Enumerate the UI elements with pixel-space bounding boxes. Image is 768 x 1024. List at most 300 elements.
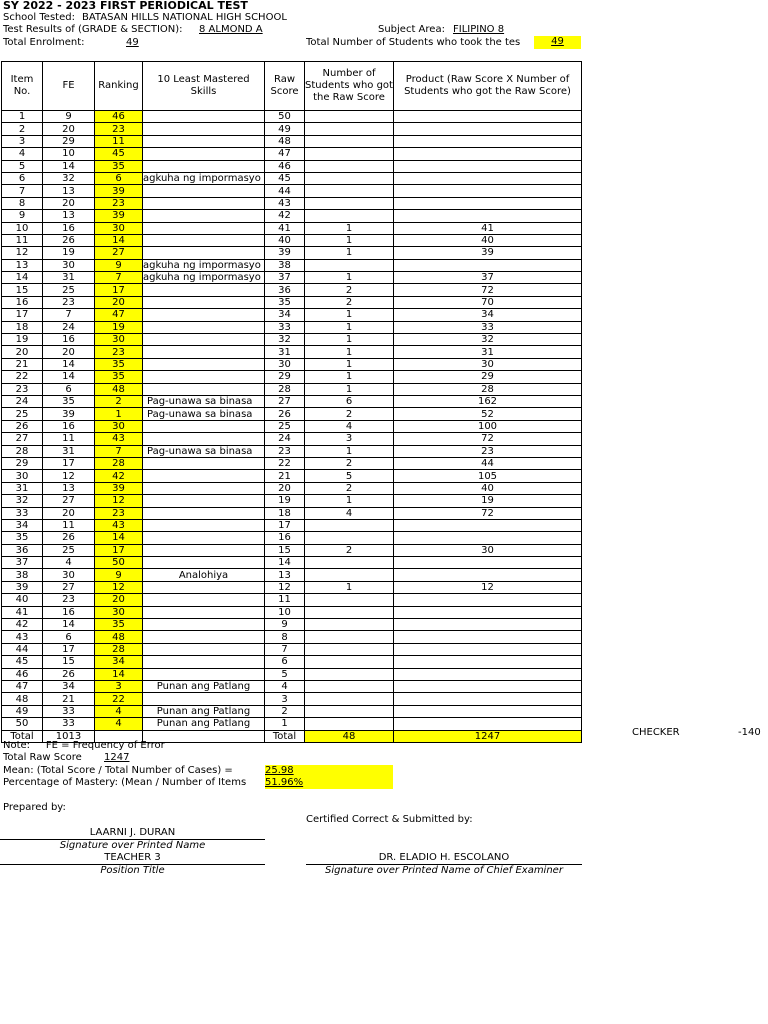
num-students-cell: 4 [305, 420, 394, 432]
total-fe: 1013 [43, 730, 95, 742]
item-analysis-table [1, 61, 582, 743]
total-product: 1247 [394, 730, 582, 742]
raw-score-cell: 7 [265, 643, 305, 655]
ranking-cell: 14 [95, 234, 143, 246]
ranking-cell: 50 [95, 557, 143, 569]
fe-cell: 14 [43, 371, 95, 383]
raw-score-cell: 40 [265, 234, 305, 246]
item-no-cell: 7 [2, 185, 43, 197]
subject-value: FILIPINO 8 [453, 24, 505, 35]
item-no-cell: 4 [2, 148, 43, 160]
raw-score-cell: 8 [265, 631, 305, 643]
product-cell: 28 [394, 383, 582, 395]
item-no-cell: 10 [2, 222, 43, 234]
num-students-cell: 1 [305, 309, 394, 321]
table-row [2, 383, 582, 395]
raw-score-cell: 5 [265, 668, 305, 680]
skill-cell [143, 581, 265, 593]
item-no-cell: 39 [2, 581, 43, 593]
raw-score-cell: 17 [265, 519, 305, 531]
fe-cell: 27 [43, 581, 95, 593]
product-cell [394, 569, 582, 581]
skill-cell [143, 693, 265, 705]
note-text: Note: FE = Frequency of Error [3, 740, 165, 751]
raw-score-cell: 44 [265, 185, 305, 197]
product-cell: 34 [394, 309, 582, 321]
item-no-cell: 16 [2, 296, 43, 308]
report-title: SY 2022 - 2023 FIRST PERIODICAL TEST [3, 0, 248, 12]
skill-cell [143, 185, 265, 197]
ranking-cell: 45 [95, 148, 143, 160]
fe-cell: 13 [43, 482, 95, 494]
item-no-cell: 14 [2, 272, 43, 284]
product-cell [394, 519, 582, 531]
num-students-cell [305, 594, 394, 606]
item-no-cell: 23 [2, 383, 43, 395]
item-no-cell: 33 [2, 507, 43, 519]
product-cell: 39 [394, 247, 582, 259]
product-cell [394, 148, 582, 160]
fe-cell: 14 [43, 619, 95, 631]
product-cell [394, 172, 582, 184]
table-row [2, 581, 582, 593]
teacher-signature-caption: Signature over Printed Name [59, 840, 206, 851]
mastery-label: Percentage of Mastery: (Mean / Number of Items [3, 777, 247, 788]
table-row [2, 210, 582, 222]
table-row [2, 594, 582, 606]
item-no-cell: 17 [2, 309, 43, 321]
raw-score-cell: 16 [265, 532, 305, 544]
raw-score-cell: 26 [265, 408, 305, 420]
fe-cell: 13 [43, 185, 95, 197]
table-row [2, 123, 582, 135]
fe-cell: 16 [43, 606, 95, 618]
fe-cell: 34 [43, 680, 95, 692]
skill-cell [143, 557, 265, 569]
skill-cell [143, 234, 265, 246]
ranking-cell: 28 [95, 457, 143, 469]
item-no-cell: 40 [2, 594, 43, 606]
ranking-cell: 42 [95, 470, 143, 482]
product-cell: 23 [394, 445, 582, 457]
table-row [2, 197, 582, 209]
product-cell [394, 619, 582, 631]
item-no-cell: 9 [2, 210, 43, 222]
teacher-name: LAARNI J. DURAN [89, 827, 176, 838]
test-results-label: Test Results of (GRADE & SECTION): [3, 24, 183, 35]
skill-cell: Analohiya [143, 569, 265, 581]
item-no-cell: 25 [2, 408, 43, 420]
fe-cell: 6 [43, 631, 95, 643]
num-students-cell [305, 532, 394, 544]
product-cell [394, 693, 582, 705]
skill-cell [143, 507, 265, 519]
prepared-by-label: Prepared by: [3, 802, 66, 813]
fe-cell: 16 [43, 420, 95, 432]
product-cell [394, 606, 582, 618]
ranking-cell: 30 [95, 420, 143, 432]
product-cell: 19 [394, 495, 582, 507]
raw-score-cell: 45 [265, 172, 305, 184]
ranking-cell: 23 [95, 197, 143, 209]
col-product: Product (Raw Score X Number of Students who got the Raw Score) [394, 62, 582, 111]
product-cell: 31 [394, 346, 582, 358]
fe-cell: 24 [43, 321, 95, 333]
ranking-cell: 43 [95, 433, 143, 445]
fe-cell: 33 [43, 718, 95, 730]
subject-label: Subject Area: [378, 24, 445, 35]
table-row [2, 371, 582, 383]
ranking-cell: 28 [95, 643, 143, 655]
skill-cell [143, 532, 265, 544]
table-row [2, 482, 582, 494]
num-students-cell [305, 643, 394, 655]
num-students-cell [305, 680, 394, 692]
skill-cell [143, 123, 265, 135]
num-students-cell: 1 [305, 358, 394, 370]
fe-cell: 11 [43, 433, 95, 445]
raw-score-cell: 15 [265, 544, 305, 556]
product-cell: 52 [394, 408, 582, 420]
item-no-cell: 12 [2, 247, 43, 259]
item-no-cell: 30 [2, 470, 43, 482]
skill-cell: Punan ang Patlang [143, 705, 265, 717]
certified-label: Certified Correct & Submitted by: [306, 814, 473, 825]
item-no-cell: 28 [2, 445, 43, 457]
table-row [2, 668, 582, 680]
skill-cell [143, 594, 265, 606]
ranking-cell: 4 [95, 718, 143, 730]
raw-score-cell: 22 [265, 457, 305, 469]
product-cell: 12 [394, 581, 582, 593]
fe-cell: 23 [43, 296, 95, 308]
table-row [2, 569, 582, 581]
num-students-cell [305, 135, 394, 147]
col-skills: 10 Least Mastered Skills [143, 62, 265, 111]
total-label-2: Total [265, 730, 305, 742]
num-students-cell: 6 [305, 395, 394, 407]
num-students-cell: 2 [305, 296, 394, 308]
num-students-cell: 1 [305, 445, 394, 457]
item-no-cell: 21 [2, 358, 43, 370]
skill-cell [143, 470, 265, 482]
skill-cell: Punan ang Patlang [143, 680, 265, 692]
product-cell [394, 594, 582, 606]
raw-score-cell: 11 [265, 594, 305, 606]
header-row [2, 62, 582, 111]
skill-cell [143, 197, 265, 209]
fe-cell: 20 [43, 507, 95, 519]
fe-cell: 15 [43, 656, 95, 668]
num-students-cell: 1 [305, 334, 394, 346]
product-cell [394, 631, 582, 643]
fe-cell: 21 [43, 693, 95, 705]
product-cell: 72 [394, 284, 582, 296]
ranking-cell: 39 [95, 210, 143, 222]
ranking-cell: 30 [95, 334, 143, 346]
raw-score-cell: 4 [265, 680, 305, 692]
skill-cell [143, 420, 265, 432]
raw-score-cell: 33 [265, 321, 305, 333]
raw-score-cell: 9 [265, 619, 305, 631]
table-row [2, 222, 582, 234]
fe-cell: 14 [43, 160, 95, 172]
table-row [2, 160, 582, 172]
item-no-cell: 49 [2, 705, 43, 717]
fe-cell: 26 [43, 234, 95, 246]
raw-score-cell: 34 [265, 309, 305, 321]
ranking-cell: 47 [95, 309, 143, 321]
table-row [2, 420, 582, 432]
ranking-cell: 9 [95, 569, 143, 581]
product-cell: 37 [394, 272, 582, 284]
table-row [2, 408, 582, 420]
col-item-no: Item No. [2, 62, 43, 111]
examiner-signature-caption: Signature over Printed Name of Chief Examiner [325, 865, 563, 876]
ranking-cell: 35 [95, 358, 143, 370]
total-num-students: 48 [305, 730, 394, 742]
ranking-cell: 19 [95, 321, 143, 333]
product-cell [394, 668, 582, 680]
raw-score-cell: 6 [265, 656, 305, 668]
product-cell: 30 [394, 358, 582, 370]
fe-cell: 19 [43, 247, 95, 259]
product-cell [394, 656, 582, 668]
table-row [2, 433, 582, 445]
num-students-cell [305, 519, 394, 531]
item-no-cell: 36 [2, 544, 43, 556]
fe-cell: 32 [43, 172, 95, 184]
product-cell: 40 [394, 234, 582, 246]
fe-cell: 25 [43, 544, 95, 556]
product-cell: 41 [394, 222, 582, 234]
enrolment-value: 49 [126, 37, 139, 48]
table-row [2, 247, 582, 259]
num-students-cell: 1 [305, 581, 394, 593]
product-cell [394, 123, 582, 135]
ranking-cell: 12 [95, 495, 143, 507]
enrolment-label: Total Enrolment: [3, 37, 85, 48]
ranking-cell: 23 [95, 346, 143, 358]
item-no-cell: 18 [2, 321, 43, 333]
item-no-cell: 20 [2, 346, 43, 358]
product-cell: 70 [394, 296, 582, 308]
skill-cell: agkuha ng impormasyo [143, 259, 265, 271]
num-students-cell: 5 [305, 470, 394, 482]
skill-cell: agkuha ng impormasyo [143, 172, 265, 184]
num-students-cell [305, 148, 394, 160]
fe-cell: 29 [43, 135, 95, 147]
ranking-cell: 20 [95, 296, 143, 308]
table-row [2, 619, 582, 631]
raw-score-cell: 47 [265, 148, 305, 160]
item-no-cell: 35 [2, 532, 43, 544]
num-students-cell: 1 [305, 222, 394, 234]
students-took-value: 49 [534, 36, 581, 49]
num-students-cell: 1 [305, 346, 394, 358]
table-row [2, 631, 582, 643]
num-students-cell [305, 569, 394, 581]
num-students-cell [305, 668, 394, 680]
item-no-cell: 13 [2, 259, 43, 271]
num-students-cell [305, 123, 394, 135]
num-students-cell [305, 631, 394, 643]
num-students-cell: 4 [305, 507, 394, 519]
ranking-cell: 23 [95, 507, 143, 519]
fe-cell: 20 [43, 346, 95, 358]
fe-cell: 11 [43, 519, 95, 531]
fe-cell: 31 [43, 272, 95, 284]
item-no-cell: 3 [2, 135, 43, 147]
ranking-cell: 48 [95, 631, 143, 643]
item-no-cell: 24 [2, 395, 43, 407]
skill-cell [143, 643, 265, 655]
num-students-cell [305, 111, 394, 123]
ranking-cell: 1 [95, 408, 143, 420]
ranking-cell: 27 [95, 247, 143, 259]
fe-cell: 9 [43, 111, 95, 123]
raw-score-cell: 49 [265, 123, 305, 135]
item-no-cell: 45 [2, 656, 43, 668]
raw-score-cell: 46 [265, 160, 305, 172]
table-row [2, 606, 582, 618]
item-no-cell: 42 [2, 619, 43, 631]
ranking-cell: 48 [95, 383, 143, 395]
num-students-cell: 2 [305, 457, 394, 469]
table-row [2, 519, 582, 531]
fe-cell: 13 [43, 210, 95, 222]
num-students-cell [305, 185, 394, 197]
item-no-cell: 41 [2, 606, 43, 618]
total-raw-label: Total Raw Score [3, 752, 82, 763]
table-row [2, 544, 582, 556]
product-cell [394, 135, 582, 147]
table-row [2, 656, 582, 668]
raw-score-cell: 29 [265, 371, 305, 383]
skill-cell [143, 495, 265, 507]
item-no-cell: 47 [2, 680, 43, 692]
product-cell [394, 197, 582, 209]
raw-score-cell: 30 [265, 358, 305, 370]
product-cell [394, 259, 582, 271]
num-students-cell [305, 619, 394, 631]
product-cell [394, 557, 582, 569]
fe-cell: 35 [43, 395, 95, 407]
item-no-cell: 15 [2, 284, 43, 296]
raw-score-cell: 12 [265, 581, 305, 593]
fe-cell: 30 [43, 569, 95, 581]
ranking-cell: 7 [95, 445, 143, 457]
num-students-cell: 3 [305, 433, 394, 445]
item-no-cell: 5 [2, 160, 43, 172]
fe-cell: 25 [43, 284, 95, 296]
num-students-cell: 1 [305, 371, 394, 383]
position-caption: Position Title [100, 865, 165, 876]
num-students-cell: 2 [305, 284, 394, 296]
num-students-cell [305, 210, 394, 222]
table-row [2, 457, 582, 469]
total-label: Total [2, 730, 43, 742]
skill-cell [143, 358, 265, 370]
raw-score-cell: 25 [265, 420, 305, 432]
raw-score-cell: 36 [265, 284, 305, 296]
fe-cell: 14 [43, 358, 95, 370]
num-students-cell: 2 [305, 408, 394, 420]
item-no-cell: 50 [2, 718, 43, 730]
skill-cell [143, 371, 265, 383]
col-raw-score: Raw Score [265, 62, 305, 111]
product-cell [394, 705, 582, 717]
raw-score-cell: 50 [265, 111, 305, 123]
table-row [2, 321, 582, 333]
table-row [2, 185, 582, 197]
fe-cell: 17 [43, 643, 95, 655]
fe-cell: 6 [43, 383, 95, 395]
item-no-cell: 32 [2, 495, 43, 507]
skill-cell [143, 222, 265, 234]
table-row [2, 495, 582, 507]
col-ranking: Ranking [95, 62, 143, 111]
raw-score-cell: 2 [265, 705, 305, 717]
ranking-cell: 34 [95, 656, 143, 668]
num-students-cell [305, 606, 394, 618]
fe-cell: 17 [43, 457, 95, 469]
ranking-cell: 30 [95, 606, 143, 618]
fe-cell: 16 [43, 222, 95, 234]
item-no-cell: 22 [2, 371, 43, 383]
skill-cell [143, 383, 265, 395]
item-no-cell: 29 [2, 457, 43, 469]
skill-cell [143, 433, 265, 445]
skill-cell [143, 656, 265, 668]
num-students-cell [305, 656, 394, 668]
table-row [2, 259, 582, 271]
col-num-students: Number of Students who got the Raw Score [305, 62, 394, 111]
product-cell: 72 [394, 433, 582, 445]
product-cell: 44 [394, 457, 582, 469]
ranking-cell: 14 [95, 532, 143, 544]
skill-cell [143, 457, 265, 469]
fe-cell: 16 [43, 334, 95, 346]
fe-cell: 12 [43, 470, 95, 482]
num-students-cell [305, 705, 394, 717]
ranking-cell: 35 [95, 371, 143, 383]
product-cell [394, 643, 582, 655]
product-cell [394, 210, 582, 222]
product-cell: 32 [394, 334, 582, 346]
ranking-cell: 39 [95, 185, 143, 197]
raw-score-cell: 38 [265, 259, 305, 271]
checker-value: -140 [738, 727, 761, 738]
table-row [2, 693, 582, 705]
item-no-cell: 38 [2, 569, 43, 581]
skill-cell: Pag-unawa sa binasa [143, 445, 265, 457]
skill-cell [143, 519, 265, 531]
col-fe: FE [43, 62, 95, 111]
skill-cell [143, 160, 265, 172]
total-raw-value: 1247 [104, 752, 130, 763]
product-cell: 162 [394, 395, 582, 407]
fe-cell: 31 [43, 445, 95, 457]
table-row [2, 643, 582, 655]
ranking-cell: 12 [95, 581, 143, 593]
num-students-cell [305, 172, 394, 184]
num-students-cell: 2 [305, 544, 394, 556]
fe-cell: 30 [43, 259, 95, 271]
item-no-cell: 19 [2, 334, 43, 346]
table-row [2, 272, 582, 284]
item-no-cell: 1 [2, 111, 43, 123]
